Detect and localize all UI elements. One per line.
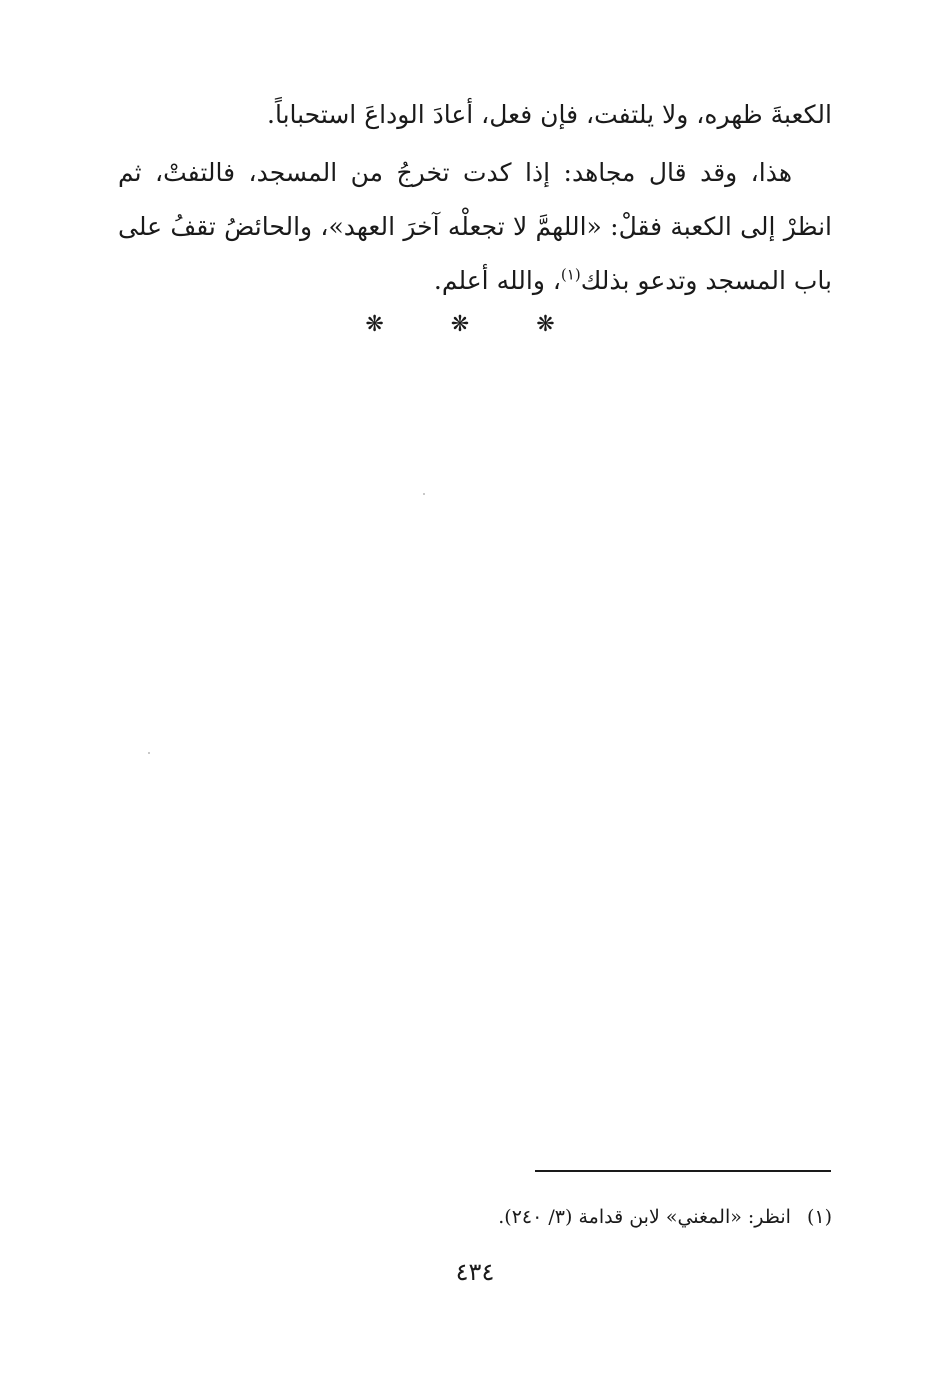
paper-speck bbox=[423, 493, 425, 495]
section-divider-asterisks: ❋ ❋ ❋ bbox=[365, 312, 585, 337]
paragraph-2-text: هذا، وقد قال مجاهد: إذا كدت تخرجُ من المسجد، فالتفتْ، ثم انظرْ إلى الكعبة فقلْ: «اللهمَّ لا تجعلْه آخرَ العهد»، والحائضُ تقفُ على باب المسجد وتدعو بذلك bbox=[118, 158, 832, 295]
paragraph-2 bbox=[118, 146, 832, 308]
paper-speck bbox=[148, 752, 150, 754]
footnote-text: انظر: «المغني» لابن قدامة (٣/ ٢٤٠). bbox=[498, 1206, 791, 1228]
paragraph-2-closing: ، والله أعلم. bbox=[433, 266, 561, 295]
main-text bbox=[118, 88, 832, 308]
footnote-number: (١) bbox=[806, 1206, 832, 1228]
footnote bbox=[300, 1200, 832, 1234]
paragraph-1: الكعبةَ ظهره، ولا يلتفت، فإن فعل، أعادَ الوداعَ استحباباً. bbox=[267, 100, 832, 129]
page-number: ٤٣٤ bbox=[455, 1258, 495, 1286]
footnote-separator-line bbox=[535, 1170, 831, 1172]
footnote-reference[interactable]: (١) bbox=[560, 265, 581, 284]
